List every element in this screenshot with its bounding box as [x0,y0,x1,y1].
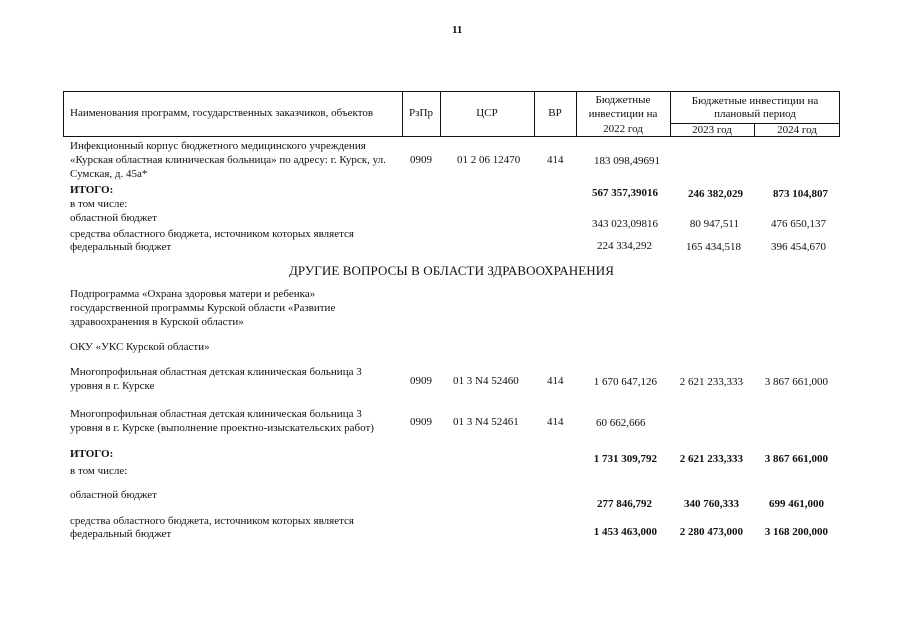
header-col-2022-line1: Бюджетные [595,94,651,106]
header-col-csr: ЦСР [476,107,498,119]
object2-name-line1: Многопрофильная областная детская клиническая больница 3 [70,408,362,420]
object1-csr: 01 3 N4 52460 [453,375,519,387]
header-col-2023: 2023 год [692,124,732,136]
regional-2022: 343 023,09816 [592,218,658,230]
header-col-name: Наименования программ, государственных заказчиков, объектов [70,107,374,119]
header-col-2022-line3: 2022 год [603,123,643,135]
object2-2022: 60 662,666 [596,417,646,429]
object2-name-line2: уровня в г. Курске (выполнение проектно-изыскательских работ) [70,422,374,434]
object1-2024: 3 867 661,000 [764,376,828,388]
header-col-2024: 2024 год [777,124,817,136]
header-vline-left [63,91,64,137]
customer-name: ОКУ «УКС Курской области» [70,341,210,353]
federal2-2024: 3 168 200,000 [764,526,828,538]
federal-source-line2: федеральный бюджет [70,241,172,253]
object2-vr: 414 [547,416,564,428]
regional2-budget-label: областной бюджет [70,489,157,501]
header-col-plan-line2: плановый период [714,108,796,120]
including-label: в том числе: [70,198,128,210]
subprogram-line1: Подпрограмма «Охрана здоровья матери и ребенка» [70,288,316,300]
object-name-line2: «Курская областная клиническая больница» по адресу: г. Курск, ул. [70,154,386,166]
regional-2023: 80 947,511 [689,218,739,230]
object2-csr: 01 3 N4 52461 [453,416,519,428]
regional2-2024: 699 461,000 [769,498,824,510]
federal2-source-line2: федеральный бюджет [70,528,172,540]
regional-2024: 476 650,137 [771,218,826,230]
total2-label: ИТОГО: [70,448,114,460]
object2-rzpr: 0909 [410,416,432,428]
header-col-vr: ВР [548,107,562,119]
subprogram-line2: государственной программы Курской области «Развитие [70,302,336,314]
header-col-2022-line2: инвестиции на [588,108,658,120]
including2-label: в том числе: [70,465,128,477]
object1-2022: 1 670 647,126 [593,376,657,388]
total2-2022: 1 731 309,792 [593,453,657,465]
total-2022: 567 357,39016 [592,187,658,199]
federal2-2023: 2 280 473,000 [679,526,743,538]
regional-budget-label: областной бюджет [70,212,157,224]
federal2-source-line1: средства областного бюджета, источником которых является [70,515,354,527]
object-rzpr: 0909 [410,154,432,166]
section-title: ДРУГИЕ ВОПРОСЫ В ОБЛАСТИ ЗДРАВООХРАНЕНИЯ [288,263,615,278]
federal2-2022: 1 453 463,000 [593,526,657,538]
object-vr: 414 [547,154,564,166]
federal-source-line1: средства областного бюджета, источником которых является [70,228,354,240]
subprogram-line3: здравоохранения в Курской области» [70,316,244,328]
object1-name-line2: уровня в г. Курске [70,380,155,392]
total-2024: 873 104,807 [773,188,828,200]
object-csr: 01 2 06 12470 [457,154,521,166]
regional2-2023: 340 760,333 [684,498,739,510]
federal-2024: 396 454,670 [771,241,826,253]
regional2-2022: 277 846,792 [597,498,652,510]
object-name-line3: Сумская, д. 45а* [70,168,148,180]
federal-2023: 165 434,518 [686,241,741,253]
header-top-line [63,91,840,92]
total2-2024: 3 867 661,000 [764,453,828,465]
object1-name-line1: Многопрофильная областная детская клиническая больница 3 [70,366,362,378]
header-col-plan-line1: Бюджетные инвестиции на [691,95,819,107]
federal-2022: 224 334,292 [597,240,652,252]
header-col-rzpr: РзПр [409,107,433,119]
object-2022: 183 098,49691 [594,155,660,167]
total2-2023: 2 621 233,333 [679,453,743,465]
object1-rzpr: 0909 [410,375,432,387]
total-label: ИТОГО: [70,184,114,196]
object-name-line1: Инфекционный корпус бюджетного медицинского учреждения [70,140,366,152]
total-2023: 246 382,029 [688,188,743,200]
page-number: 11 [452,24,463,36]
object1-vr: 414 [547,375,564,387]
object1-2023: 2 621 233,333 [679,376,743,388]
